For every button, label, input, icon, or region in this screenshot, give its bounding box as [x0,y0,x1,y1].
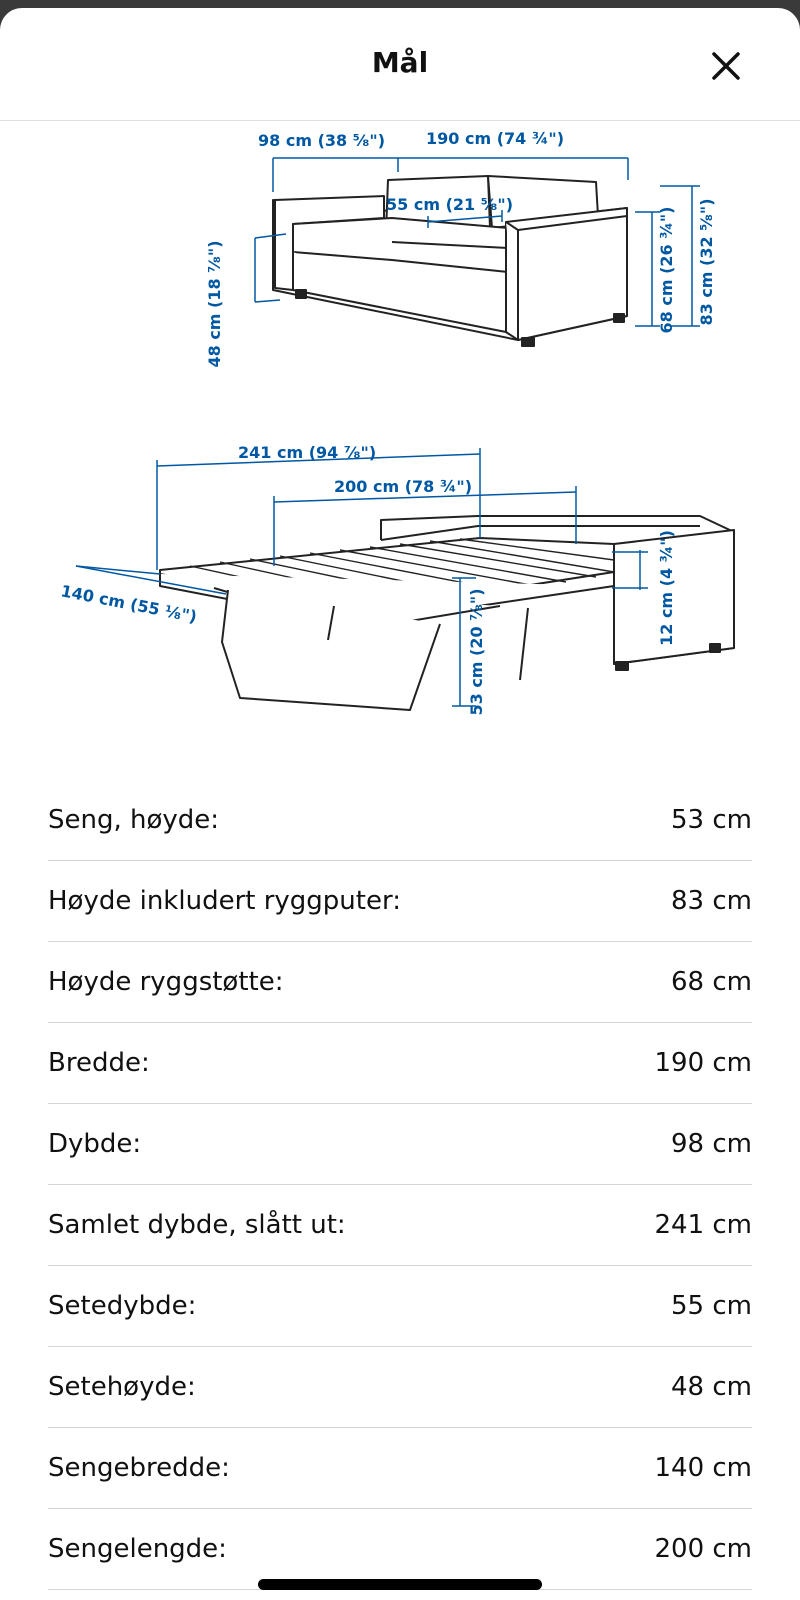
measurement-label: Samlet dybde, slått ut: [48,1210,346,1240]
measurement-row [48,1023,752,1104]
measurement-value: 55 cm [671,1291,752,1321]
measurement-label: Setehøyde: [48,1372,196,1402]
home-indicator[interactable] [258,1579,542,1590]
measurements-list [48,780,752,1590]
measurement-row [48,1266,752,1347]
measurement-label: Sengebredde: [48,1453,230,1483]
measurement-label: Høyde ryggstøtte: [48,967,284,997]
dim-back-height-label: 68 cm (26 ¾") [657,206,676,334]
measurement-row [48,1428,752,1509]
measurement-value: 200 cm [654,1534,752,1564]
dimensions-sheet [0,8,800,1600]
close-icon[interactable] [706,46,746,86]
sofa-bed-diagram [0,120,800,770]
measurement-row [48,1104,752,1185]
sheet-header [0,8,800,121]
measurement-value: 98 cm [671,1129,752,1159]
measurement-value: 190 cm [654,1048,752,1078]
measurement-value: 53 cm [671,805,752,835]
dim-width-label: 190 cm (74 ¾") [426,129,565,148]
sheet-title: Mål [371,46,429,79]
measurement-row [48,1185,752,1266]
dim-bed-height-label: 53 cm (20 ⁷⁄₈") [467,588,486,716]
measurement-label: Sengelengde: [48,1534,227,1564]
dim-seat-height-label: 48 cm (18 ⁷⁄₈") [205,240,224,368]
dim-depth-label: 98 cm (38 ⁵⁄₈") [258,131,386,150]
measurement-row [48,1347,752,1428]
dim-mattress-thickness-label: 12 cm (4 ¾") [657,530,676,646]
measurement-value: 48 cm [671,1372,752,1402]
measurement-value: 241 cm [654,1210,752,1240]
measurement-value: 83 cm [671,886,752,916]
measurement-value: 140 cm [654,1453,752,1483]
measurement-row [48,942,752,1023]
measurement-label: Høyde inkludert ryggputer: [48,886,401,916]
dim-bed-width-label: 140 cm (55 ⅛") [59,581,199,627]
bed-drawing [160,516,734,710]
measurement-row [48,780,752,861]
dim-total-depth-label: 241 cm (94 ⁷⁄₈") [238,443,377,462]
dim-bed-length-label: 200 cm (78 ¾") [334,477,473,496]
measurement-row [48,1509,752,1590]
dim-height-cushions-label: 83 cm (32 ⁵⁄₈") [697,198,716,326]
measurement-label: Bredde: [48,1048,150,1078]
measurement-label: Dybde: [48,1129,142,1159]
measurement-row [48,861,752,942]
dim-seat-depth-label: 55 cm (21 ⁵⁄₈") [386,195,514,214]
measurement-label: Seng, høyde: [48,805,220,835]
measurement-value: 68 cm [671,967,752,997]
measurement-label: Setedybde: [48,1291,197,1321]
